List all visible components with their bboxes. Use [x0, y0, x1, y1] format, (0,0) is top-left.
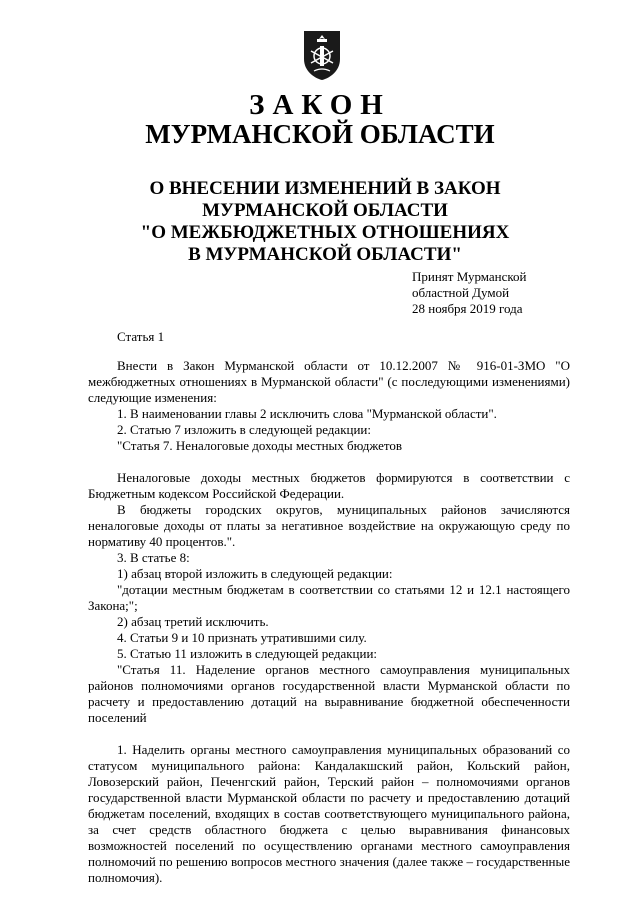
document-body — [88, 358, 570, 886]
paragraph: "дотации местным бюджетам в соответствии со статьями 12 и 12.1 настоящего Закона;"; — [88, 582, 570, 613]
title-line: "О МЕЖБЮДЖЕТНЫХ ОТНОШЕНИЯХ — [140, 222, 510, 243]
paragraph: 2. Статью 7 изложить в следующей редакции: — [117, 422, 371, 437]
document-title — [100, 178, 550, 266]
adoption-line: областной Думой — [412, 285, 510, 300]
paragraph: 2) абзац третий исключить. — [117, 614, 269, 629]
coat-of-arms-icon — [302, 29, 342, 81]
paragraph: Неналоговые доходы местных бюджетов формируются в соответствии с Бюджетным кодексом Российской Федерации. — [88, 470, 570, 501]
paragraph: 4. Статьи 9 и 10 признать утратившими силу. — [117, 630, 367, 645]
paragraph: 1. Наделить органы местного самоуправления муниципальных образований со статусом муниципального района: Кандалакшский район, Кольский район, Ловозерский район, Печенгский район, Терский район – полномочиями органов государственной власти Мурманской области по расчету и предоставлению дотаций бюджетам поселений, входящих в состав соответствующего муниципального района, за счет средств областного бюджета с целью выравнивания финансовых возможностей поселений по осуществлению органами местного самоуправления полномочий по решению вопросов местного значения (далее также – государственные полномочия). — [88, 742, 570, 885]
title-line: В МУРМАНСКОЙ ОБЛАСТИ" — [188, 244, 462, 265]
article-heading: Статья 1 — [117, 329, 165, 344]
adoption-line: Принят Мурманской — [412, 269, 527, 284]
paragraph: 1) абзац второй изложить в следующей редакции: — [117, 566, 393, 581]
paragraph: "Статья 7. Неналоговые доходы местных бюджетов — [117, 438, 403, 453]
paragraph: 1. В наименовании главы 2 исключить слова "Мурманской области". — [117, 406, 497, 421]
paragraph: 5. Статью 11 изложить в следующей редакции: — [117, 646, 378, 661]
paragraph: Внести в Закон Мурманской области от 10.12.2007 № 916-01-ЗМО "О межбюджетных отношениях в Мурманской области" (с последующими изменениями) следующие изменения: — [88, 358, 570, 405]
paragraph: В бюджеты городских округов, муниципальных районов зачисляются неналоговые доходы от платы за негативное воздействие на окружающую среду по нормативу 40 процентов.". — [88, 502, 570, 549]
region-name: МУРМАНСКОЙ ОБЛАСТИ — [145, 119, 495, 149]
title-line: МУРМАНСКОЙ ОБЛАСТИ — [202, 200, 448, 221]
paragraph: "Статья 11. Наделение органов местного самоуправления муниципальных районов полномочиями органов государственной власти Мурманской области по расчету и предоставлению дотаций на выравнивание бюджетной обеспеченности поселений — [88, 662, 570, 725]
document-type: ЗАКОН — [249, 89, 391, 121]
adoption-date: 28 ноября 2019 года — [412, 301, 523, 316]
adoption-note — [412, 269, 527, 317]
paragraph: 3. В статье 8: — [117, 550, 190, 565]
title-line: О ВНЕСЕНИИ ИЗМЕНЕНИЙ В ЗАКОН — [149, 178, 501, 199]
